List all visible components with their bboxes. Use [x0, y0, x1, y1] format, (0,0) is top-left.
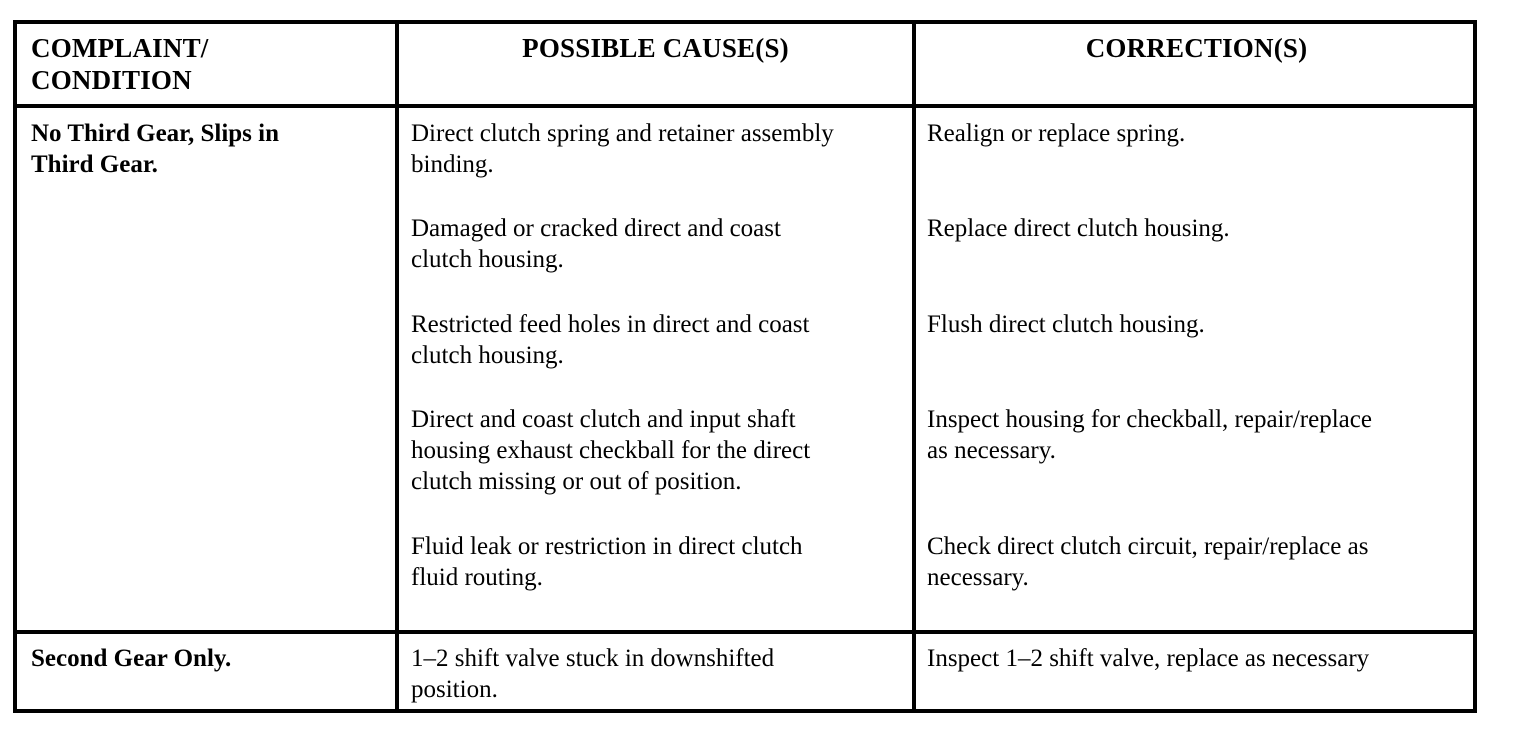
cause-line: Direct and coast clutch and input shaft [411, 406, 796, 433]
complaint-line: Third Gear. [31, 151, 158, 178]
correction-line: as necessary. [927, 437, 1056, 464]
row-divider [17, 630, 1473, 634]
correction-cell [927, 404, 1472, 466]
column-divider [395, 24, 399, 709]
diagnosis-table [13, 20, 1477, 713]
correction-cell [927, 213, 1472, 244]
cause-line: Restricted feed holes in direct and coast [411, 311, 810, 338]
cause-cell [411, 643, 906, 705]
correction-line: Check direct clutch circuit, repair/replace as [927, 533, 1369, 560]
cause-cell [411, 309, 906, 371]
cause-line: Damaged or cracked direct and coast [411, 215, 781, 242]
correction-line: Realign or replace spring. [927, 120, 1186, 147]
complaint-line: Second Gear Only. [31, 645, 232, 672]
correction-cell [927, 643, 1472, 674]
header-cause: POSSIBLE CAUSE(S) [522, 33, 789, 63]
complaint-cell [31, 643, 386, 674]
correction-cell [927, 531, 1472, 593]
cause-line: 1–2 shift valve stuck in downshifted [411, 645, 775, 672]
header-correction: CORRECTION(S) [1085, 33, 1308, 63]
cause-cell [411, 118, 906, 180]
cause-line: Fluid leak or restriction in direct clutch [411, 533, 803, 560]
cause-line: position. [411, 676, 498, 703]
complaint-cell [31, 118, 386, 180]
column-divider [912, 24, 916, 709]
correction-line: Inspect housing for checkball, repair/replace [927, 406, 1372, 433]
complaint-line: No Third Gear, Slips in [31, 120, 279, 147]
cause-line: Direct clutch spring and retainer assembly [411, 120, 834, 147]
correction-line: Inspect 1–2 shift valve, replace as necessary [927, 645, 1370, 672]
header-divider [17, 104, 1473, 108]
cause-line: fluid routing. [411, 564, 543, 591]
correction-line: necessary. [927, 564, 1029, 591]
cause-line: clutch missing or out of position. [411, 468, 742, 495]
header-complaint [31, 32, 381, 96]
cause-cell [411, 531, 906, 593]
correction-line: Flush direct clutch housing. [927, 311, 1205, 338]
cause-line: clutch housing. [411, 342, 564, 369]
header-complaint-line: COMPLAINT/ [31, 33, 209, 63]
cause-line: binding. [411, 151, 494, 178]
cause-line: housing exhaust checkball for the direct [411, 437, 811, 464]
correction-cell [927, 118, 1472, 149]
cause-line: clutch housing. [411, 246, 564, 273]
cause-cell [411, 404, 906, 497]
header-complaint-line: CONDITION [31, 65, 192, 95]
correction-line: Replace direct clutch housing. [927, 215, 1230, 242]
correction-cell [927, 309, 1472, 340]
cause-cell [411, 213, 906, 275]
